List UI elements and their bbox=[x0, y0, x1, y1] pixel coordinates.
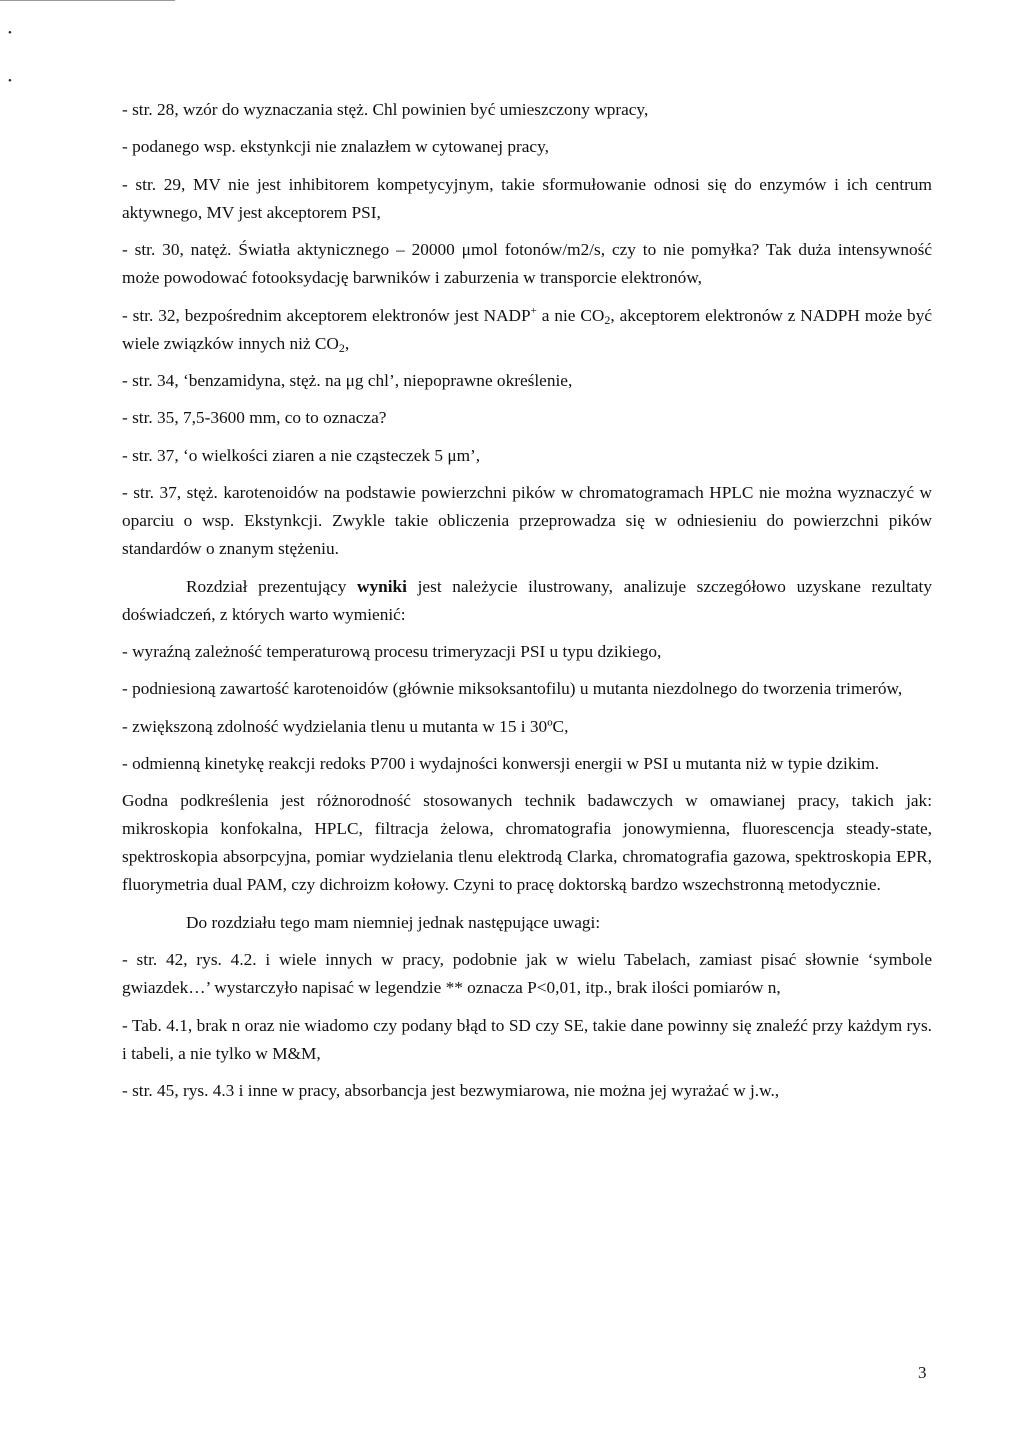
remarks-intro: Do rozdziału tego mam niemniej jednak następujące uwagi: bbox=[186, 912, 601, 932]
results-paragraph bbox=[122, 573, 932, 629]
result-item: - podniesioną zawartość karotenoidów (głównie miksoksantofilu) u mutanta niezdolnego do tworzenia trimerów, bbox=[122, 679, 903, 699]
comment-item: - str. 34, ‘benzamidyna, stęż. na μg chl’, niepoprawne określenie, bbox=[122, 370, 573, 390]
result-item: - odmienną kinetykę reakcji redoks P700 i wydajności konwersji energii w PSI u mutanta niż w typie dzikim. bbox=[122, 754, 880, 774]
scan-mark: • bbox=[8, 27, 12, 39]
comment-item: - Tab. 4.1, brak n oraz nie wiadomo czy podany błąd to SD czy SE, takie dane powinny się znaleźć przy każdym rys. i tabeli, a nie tylko w M&M, bbox=[122, 1015, 932, 1063]
comment-item bbox=[122, 302, 932, 358]
text-run: jest należycie ilustrowany, analizuje szczegółowo uzyskane rezultaty doświadczeń, z których warto wymienić: bbox=[122, 576, 932, 624]
superscript: + bbox=[530, 304, 537, 317]
comment-item: - str. 37, ‘o wielkości ziaren a nie cząsteczek 5 μm’, bbox=[122, 445, 481, 465]
comment-item: - str. 45, rys. 4.3 i inne w pracy, absorbancja jest bezwymiarowa, nie można jej wyrażać w j.w., bbox=[122, 1081, 780, 1101]
page-number: 3 bbox=[918, 1363, 927, 1382]
text-run: , bbox=[344, 333, 350, 353]
scan-mark: • bbox=[8, 75, 12, 87]
text-run: a nie CO bbox=[536, 305, 605, 325]
result-item: - zwiększoną zdolność wydzielania tlenu u mutanta w 15 i 30ºC, bbox=[122, 716, 569, 736]
text-run: , akceptorem elektronów z NADPH może być wiele związków innych niż CO bbox=[122, 305, 932, 353]
comment-item: - str. 30, natęż. Światła aktynicznego – 20000 μmol fotonów/m2/s, czy to nie pomyłka? Tak duża intensywność może powodować fotooksydację barwników i zaburzenia w transporcie elektronów, bbox=[122, 240, 932, 288]
comment-item: - str. 35, 7,5-3600 mm, co to oznacza? bbox=[122, 408, 387, 428]
text-run: - str. 32, bezpośrednim akceptorem elektronów jest NADP bbox=[122, 305, 531, 325]
subscript: 2 bbox=[604, 312, 611, 327]
scan-edge-line bbox=[0, 0, 175, 1]
comment-item: - str. 29, MV nie jest inhibitorem kompetycyjnym, takie sformułowanie odnosi się do enzymów i ich centrum aktywnego, MV jest akceptorem PSI, bbox=[122, 174, 932, 222]
comment-item: - str. 28, wzór do wyznaczania stęż. Chl powinien być umieszczony wpracy, bbox=[122, 100, 649, 119]
document-body bbox=[122, 96, 932, 1105]
result-item: - wyraźną zależność temperaturową procesu trimeryzacji PSI u typu dzikiego, bbox=[122, 641, 662, 661]
methods-paragraph: Godna podkreślenia jest różnorodność stosowanych technik badawczych w omawianej pracy, takich jak: mikroskopia konfokalna, HPLC, filtracja żelowa, chromatografia jonowymienna, fluorescencja steady-state, spektroskopia absorpcyjna, pomiar wydzielania tlenu elektrodą Clarka, chromatografia gazowa, spektroskopia EPR, fluorymetria dual PAM, czy dichroizm kołowy. Czyni to pracę doktorską bardzo wszechstronną metodycznie. bbox=[122, 791, 932, 895]
comment-item: - str. 42, rys. 4.2. i wiele innych w pracy, podobnie jak w wielu Tabelach, zamiast pisać słownie ‘symbole gwiazdek…’ wystarczyło napisać w legendzie ** oznacza P<0,01, itp., brak ilości pomiarów n, bbox=[122, 950, 932, 998]
comment-item: - str. 37, stęż. karotenoidów na podstawie powierzchni pików w chromatogramach HPLC nie można wyznaczyć w oparciu o wsp. Ekstynkcji. Zwykle takie obliczenia przeprowadza się w odniesieniu do powierzchni pików standardów o znanym stężeniu. bbox=[122, 483, 932, 559]
bold-term: wyniki bbox=[357, 576, 407, 596]
text-run: Rozdział prezentujący bbox=[186, 576, 358, 596]
comment-item: - podanego wsp. ekstynkcji nie znalazłem w cytowanej pracy, bbox=[122, 137, 549, 157]
subscript: 2 bbox=[338, 340, 345, 355]
